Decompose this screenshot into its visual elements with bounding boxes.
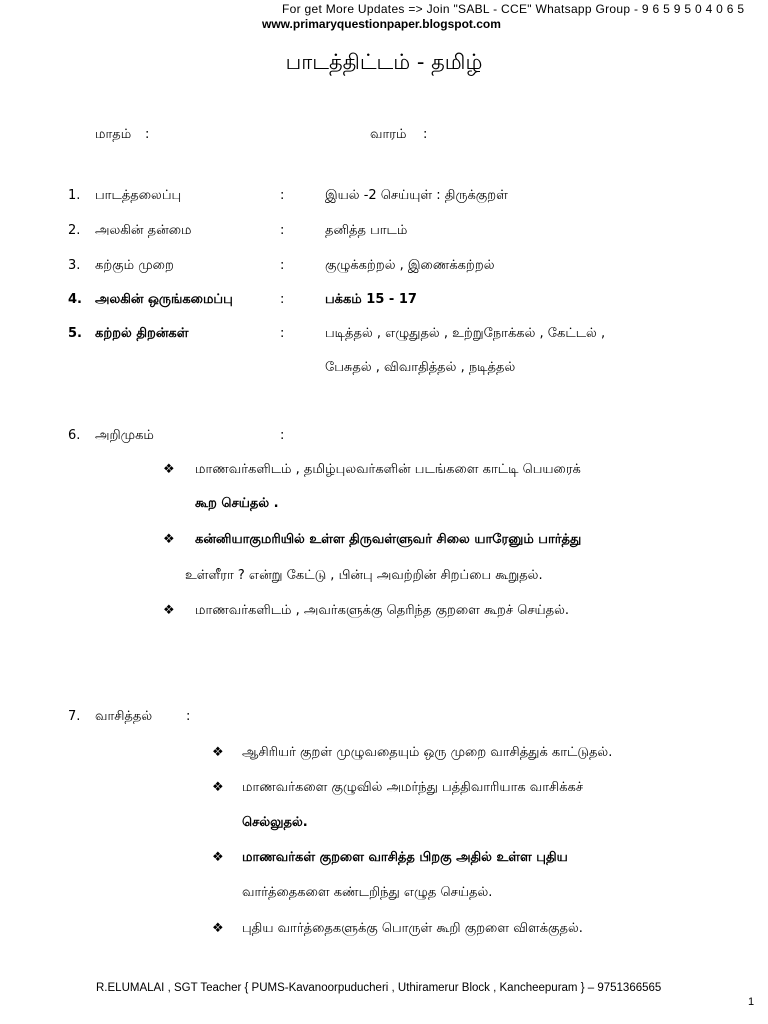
- field-colon: :: [280, 223, 285, 238]
- week-colon: :: [423, 127, 428, 142]
- page-title: பாடத்திட்டம் - தமிழ்: [285, 50, 483, 74]
- section-number: 7.: [68, 709, 81, 724]
- field-value: இயல் -2 செய்யுள் : திருக்குறள்: [325, 188, 508, 203]
- field-number: 3.: [68, 258, 81, 273]
- section-number: 6.: [68, 428, 81, 443]
- diamond-bullet-icon: ❖: [212, 921, 224, 936]
- field-label: கற்றல் திறன்கள்: [95, 326, 189, 341]
- list-item-text: மாணவர்களை குழுவில் அமர்ந்து பத்திவாரியாக வாசிக்கச்: [242, 780, 584, 795]
- section-heading: அறிமுகம்: [95, 428, 154, 443]
- list-item-text: மாணவர்கள் குறளை வாசித்த பிறகு அதில் உள்ள புதிய: [242, 850, 568, 865]
- list-item-text: மாணவர்களிடம் , அவர்களுக்கு தெரிந்த குறளை கூறச் செய்தல்.: [195, 603, 570, 618]
- list-item-text: கன்னியாகுமரியில் உள்ள திருவள்ளுவர் சிலை யாரேனும் பார்த்து: [195, 532, 582, 547]
- diamond-bullet-icon: ❖: [163, 603, 175, 618]
- list-item-text: மாணவர்களிடம் , தமிழ்புலவர்களின் படங்களை காட்டி பெயரைக்: [195, 462, 581, 477]
- diamond-bullet-icon: ❖: [163, 532, 175, 547]
- diamond-bullet-icon: ❖: [163, 462, 175, 477]
- footer-author-info: R.ELUMALAI , SGT Teacher { PUMS-Kavanoorpuducheri , Uthiramerur Block , Kancheepuram } – 9751366565: [96, 982, 662, 994]
- field-label: அலகின் தன்மை: [95, 223, 192, 238]
- field-value: படித்தல் , எழுதுதல் , உற்றுநோக்கல் , கேட்டல் ,: [325, 326, 606, 341]
- section-colon: :: [280, 428, 285, 443]
- month-colon: :: [145, 127, 150, 142]
- list-item-text-continued: செல்லுதல்.: [242, 815, 308, 830]
- header-whatsapp-line: For get More Updates => Join "SABL - CCE" Whatsapp Group - 9 6 5 9 5 0 4 0 6 5: [282, 2, 745, 16]
- field-colon: :: [280, 188, 285, 203]
- list-item-text: புதிய வார்த்தைகளுக்கு பொருள் கூறி குறளை விளக்குதல்.: [242, 921, 583, 936]
- field-colon: :: [280, 326, 285, 341]
- list-item-text: ஆசிரியர் குறள் முழுவதையும் ஒரு முறை வாசித்துக் காட்டுதல்.: [242, 745, 613, 760]
- field-colon: :: [280, 258, 285, 273]
- list-item-text-continued: வார்த்தைகளை கண்டறிந்து எழுத செய்தல்.: [242, 885, 493, 900]
- field-label: கற்கும் முறை: [95, 258, 174, 273]
- header-website-link[interactable]: www.primaryquestionpaper.blogspot.com: [262, 17, 501, 31]
- field-value: பக்கம் 15 - 17: [325, 292, 417, 307]
- month-label: மாதம்: [95, 127, 132, 142]
- field-value-continued: பேசுதல் , விவாதித்தல் , நடித்தல்: [325, 360, 516, 375]
- field-value: குழுக்கற்றல் , இணைக்கற்றல்: [325, 258, 495, 273]
- field-number: 1.: [68, 188, 81, 203]
- diamond-bullet-icon: ❖: [212, 745, 224, 760]
- week-label: வாரம்: [370, 127, 407, 142]
- diamond-bullet-icon: ❖: [212, 850, 224, 865]
- field-number: 2.: [68, 223, 81, 238]
- page-number: 1: [748, 996, 755, 1008]
- field-number: 5.: [68, 326, 82, 341]
- field-label: அலகின் ஒருங்கமைப்பு: [95, 292, 233, 307]
- field-value: தனித்த பாடம்: [325, 223, 408, 238]
- section-colon: :: [186, 709, 191, 724]
- list-item-text-continued: உள்ளீரா ? என்று கேட்டு , பின்பு அவற்றின் சிறப்பை கூறுதல்.: [185, 568, 543, 583]
- field-label: பாடத்தலைப்பு: [95, 188, 182, 203]
- diamond-bullet-icon: ❖: [212, 780, 224, 795]
- section-heading: வாசித்தல்: [95, 709, 153, 724]
- field-number: 4.: [68, 292, 82, 307]
- list-item-text-continued: கூற செய்தல் .: [195, 496, 279, 511]
- field-colon: :: [280, 292, 285, 307]
